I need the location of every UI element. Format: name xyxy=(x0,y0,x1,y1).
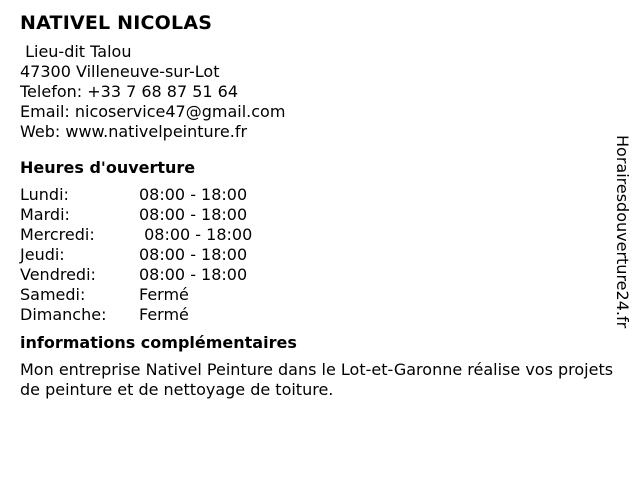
hours-row-saturday xyxy=(20,285,620,305)
hours-row-wednesday xyxy=(20,225,620,245)
day-label: Vendredi: xyxy=(20,265,96,284)
hours-row-sunday xyxy=(20,305,620,325)
address-street: Lieu-dit Talou xyxy=(20,42,132,61)
time-value: 08:00 - 18:00 xyxy=(139,225,253,244)
business-name: NATIVEL NICOLAS xyxy=(20,12,213,34)
time-value: 08:00 - 18:00 xyxy=(139,245,248,264)
address-city: 47300 Villeneuve-sur-Lot xyxy=(20,62,220,81)
email-line: Email: nicoservice47@gmail.com xyxy=(20,102,286,121)
web-line: Web: www.nativelpeinture.fr xyxy=(20,122,248,141)
info-description: Mon entreprise Nativel Peinture dans le Lot-et-Garonne réalise vos projets de peinture et de nettoyage de toiture. xyxy=(20,360,614,399)
time-value: Fermé xyxy=(139,285,189,304)
hours-row-thursday xyxy=(20,245,620,265)
day-label: Mercredi: xyxy=(20,225,95,244)
hours-table xyxy=(20,185,620,325)
hours-row-friday xyxy=(20,265,620,285)
side-brand-watermark: Horairesdouverture24.fr xyxy=(613,135,632,329)
time-value: 08:00 - 18:00 xyxy=(139,205,248,224)
day-label: Mardi: xyxy=(20,205,70,224)
business-card xyxy=(20,10,620,400)
info-heading: informations complémentaires xyxy=(20,333,297,352)
hours-row-tuesday xyxy=(20,205,620,225)
hours-row-monday xyxy=(20,185,620,205)
day-label: Jeudi: xyxy=(20,245,65,264)
day-label: Lundi: xyxy=(20,185,69,204)
day-label: Samedi: xyxy=(20,285,86,304)
phone-line: Telefon: +33 7 68 87 51 64 xyxy=(20,82,239,101)
contact-block xyxy=(20,42,620,142)
time-value: 08:00 - 18:00 xyxy=(139,185,248,204)
time-value: Fermé xyxy=(139,305,189,324)
time-value: 08:00 - 18:00 xyxy=(139,265,248,284)
hours-heading: Heures d'ouverture xyxy=(20,158,196,177)
day-label: Dimanche: xyxy=(20,305,107,324)
